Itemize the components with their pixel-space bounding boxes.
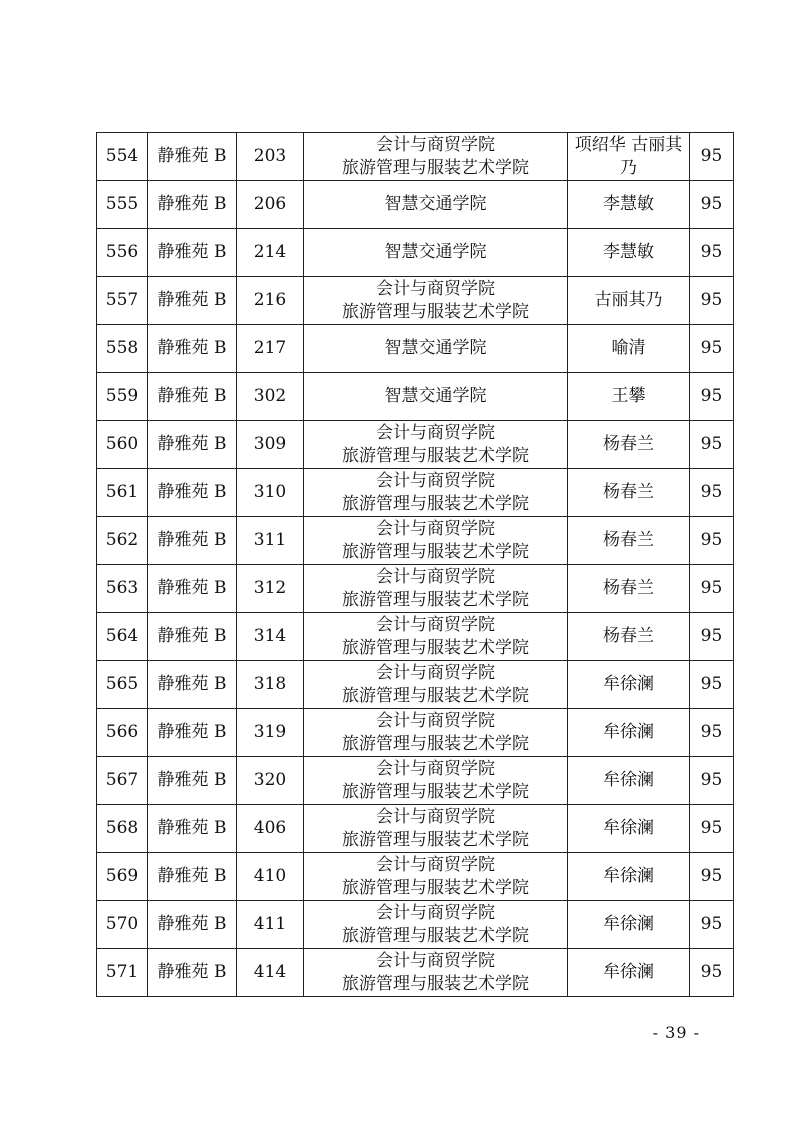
building-cell: 静雅苑 B (148, 949, 237, 997)
college-line: 旅游管理与服装艺术学院 (342, 493, 529, 514)
teacher-cell (568, 517, 690, 565)
table-row (97, 613, 734, 661)
building-cell: 静雅苑 B (148, 229, 237, 277)
teacher-cell (568, 277, 690, 325)
row-number-cell: 570 (97, 901, 148, 949)
college-line: 会计与商贸学院 (376, 758, 495, 779)
teacher-cell (568, 325, 690, 373)
row-number-cell: 555 (97, 181, 148, 229)
teacher-line: 杨春兰 (603, 482, 654, 502)
row-number-cell: 567 (97, 757, 148, 805)
table-row (97, 709, 734, 757)
college-cell (304, 517, 568, 565)
college-cell (304, 565, 568, 613)
college-cell (304, 949, 568, 997)
table-row (97, 901, 734, 949)
building-cell: 静雅苑 B (148, 757, 237, 805)
room-number-cell: 217 (237, 325, 304, 373)
teacher-cell (568, 661, 690, 709)
teacher-cell (568, 133, 690, 181)
dormitory-score-table (96, 132, 734, 997)
score-cell: 95 (690, 709, 734, 757)
building-cell: 静雅苑 B (148, 613, 237, 661)
score-cell: 95 (690, 469, 734, 517)
college-line: 智慧交通学院 (384, 386, 487, 406)
score-cell: 95 (690, 517, 734, 565)
table-row (97, 325, 734, 373)
row-number-cell: 568 (97, 805, 148, 853)
building-cell: 静雅苑 B (148, 181, 237, 229)
building-cell: 静雅苑 B (148, 661, 237, 709)
teacher-cell (568, 709, 690, 757)
room-number-cell: 309 (237, 421, 304, 469)
college-line: 会计与商贸学院 (376, 566, 495, 587)
teacher-line: 牟徐澜 (603, 818, 654, 838)
college-cell (304, 901, 568, 949)
table-row (97, 853, 734, 901)
teacher-line: 乃 (620, 157, 637, 178)
room-number-cell: 410 (237, 853, 304, 901)
teacher-line: 牟徐澜 (603, 962, 654, 982)
teacher-cell (568, 565, 690, 613)
college-line: 智慧交通学院 (384, 242, 487, 262)
teacher-cell (568, 613, 690, 661)
score-cell: 95 (690, 853, 734, 901)
room-number-cell: 318 (237, 661, 304, 709)
score-cell: 95 (690, 661, 734, 709)
teacher-line: 王攀 (611, 386, 646, 406)
teacher-line: 牟徐澜 (603, 722, 654, 742)
score-cell: 95 (690, 325, 734, 373)
building-cell: 静雅苑 B (148, 421, 237, 469)
building-cell: 静雅苑 B (148, 853, 237, 901)
building-cell: 静雅苑 B (148, 277, 237, 325)
college-line: 旅游管理与服装艺术学院 (342, 973, 529, 994)
college-line: 智慧交通学院 (384, 338, 487, 358)
row-number-cell: 554 (97, 133, 148, 181)
score-cell: 95 (690, 757, 734, 805)
college-cell (304, 325, 568, 373)
row-number-cell: 556 (97, 229, 148, 277)
teacher-line: 牟徐澜 (603, 914, 654, 934)
room-number-cell: 406 (237, 805, 304, 853)
score-cell: 95 (690, 565, 734, 613)
teacher-cell (568, 901, 690, 949)
row-number-cell: 563 (97, 565, 148, 613)
building-cell: 静雅苑 B (148, 469, 237, 517)
teacher-cell (568, 229, 690, 277)
table-row (97, 661, 734, 709)
row-number-cell: 561 (97, 469, 148, 517)
row-number-cell: 571 (97, 949, 148, 997)
table-row (97, 421, 734, 469)
score-cell: 95 (690, 613, 734, 661)
building-cell: 静雅苑 B (148, 133, 237, 181)
college-cell (304, 661, 568, 709)
college-cell (304, 373, 568, 421)
table-row (97, 565, 734, 613)
page-number: - 39 - (652, 1023, 700, 1042)
table-row (97, 805, 734, 853)
college-cell (304, 277, 568, 325)
teacher-line: 李慧敏 (603, 242, 654, 262)
college-line: 旅游管理与服装艺术学院 (342, 733, 529, 754)
table-row (97, 949, 734, 997)
college-line: 会计与商贸学院 (376, 614, 495, 635)
college-line: 会计与商贸学院 (376, 470, 495, 491)
college-line: 会计与商贸学院 (376, 134, 495, 155)
row-number-cell: 560 (97, 421, 148, 469)
college-line: 旅游管理与服装艺术学院 (342, 829, 529, 850)
table-row (97, 373, 734, 421)
college-line: 会计与商贸学院 (376, 902, 495, 923)
row-number-cell: 566 (97, 709, 148, 757)
college-line: 会计与商贸学院 (376, 518, 495, 539)
college-line: 旅游管理与服装艺术学院 (342, 781, 529, 802)
teacher-line: 牟徐澜 (603, 674, 654, 694)
room-number-cell: 310 (237, 469, 304, 517)
college-line: 会计与商贸学院 (376, 854, 495, 875)
score-cell: 95 (690, 949, 734, 997)
room-number-cell: 216 (237, 277, 304, 325)
teacher-line: 牟徐澜 (603, 866, 654, 886)
score-cell: 95 (690, 373, 734, 421)
teacher-cell (568, 421, 690, 469)
teacher-cell (568, 949, 690, 997)
college-line: 旅游管理与服装艺术学院 (342, 685, 529, 706)
college-line: 会计与商贸学院 (376, 662, 495, 683)
building-cell: 静雅苑 B (148, 373, 237, 421)
college-cell (304, 709, 568, 757)
table-row (97, 757, 734, 805)
building-cell: 静雅苑 B (148, 805, 237, 853)
college-cell (304, 469, 568, 517)
college-cell (304, 757, 568, 805)
building-cell: 静雅苑 B (148, 517, 237, 565)
score-cell: 95 (690, 277, 734, 325)
teacher-cell (568, 805, 690, 853)
teacher-line: 牟徐澜 (603, 770, 654, 790)
college-line: 旅游管理与服装艺术学院 (342, 157, 529, 178)
teacher-line: 项绍华 古丽其 (574, 134, 683, 155)
table-row (97, 229, 734, 277)
teacher-line: 古丽其乃 (594, 290, 663, 310)
room-number-cell: 320 (237, 757, 304, 805)
college-cell (304, 133, 568, 181)
college-cell (304, 613, 568, 661)
row-number-cell: 569 (97, 853, 148, 901)
table-row (97, 181, 734, 229)
room-number-cell: 203 (237, 133, 304, 181)
college-line: 旅游管理与服装艺术学院 (342, 589, 529, 610)
college-line: 旅游管理与服装艺术学院 (342, 541, 529, 562)
building-cell: 静雅苑 B (148, 325, 237, 373)
row-number-cell: 565 (97, 661, 148, 709)
building-cell: 静雅苑 B (148, 565, 237, 613)
teacher-cell (568, 469, 690, 517)
college-line: 旅游管理与服装艺术学院 (342, 877, 529, 898)
table-row (97, 133, 734, 181)
room-number-cell: 314 (237, 613, 304, 661)
building-cell: 静雅苑 B (148, 709, 237, 757)
score-cell: 95 (690, 805, 734, 853)
row-number-cell: 564 (97, 613, 148, 661)
teacher-line: 杨春兰 (603, 626, 654, 646)
college-cell (304, 229, 568, 277)
college-line: 旅游管理与服装艺术学院 (342, 445, 529, 466)
teacher-cell (568, 757, 690, 805)
college-line: 会计与商贸学院 (376, 278, 495, 299)
college-cell (304, 853, 568, 901)
row-number-cell: 562 (97, 517, 148, 565)
table-row (97, 517, 734, 565)
room-number-cell: 302 (237, 373, 304, 421)
teacher-line: 李慧敏 (603, 194, 654, 214)
row-number-cell: 559 (97, 373, 148, 421)
teacher-line: 喻清 (611, 338, 646, 358)
row-number-cell: 557 (97, 277, 148, 325)
college-cell (304, 421, 568, 469)
table-row (97, 277, 734, 325)
score-cell: 95 (690, 229, 734, 277)
room-number-cell: 411 (237, 901, 304, 949)
teacher-line: 杨春兰 (603, 578, 654, 598)
college-line: 会计与商贸学院 (376, 950, 495, 971)
teacher-cell (568, 181, 690, 229)
room-number-cell: 206 (237, 181, 304, 229)
room-number-cell: 319 (237, 709, 304, 757)
college-cell (304, 181, 568, 229)
college-line: 会计与商贸学院 (376, 806, 495, 827)
college-line: 旅游管理与服装艺术学院 (342, 637, 529, 658)
college-line: 智慧交通学院 (384, 194, 487, 214)
room-number-cell: 312 (237, 565, 304, 613)
college-line: 会计与商贸学院 (376, 422, 495, 443)
college-line: 旅游管理与服装艺术学院 (342, 301, 529, 322)
teacher-cell (568, 373, 690, 421)
score-cell: 95 (690, 181, 734, 229)
room-number-cell: 311 (237, 517, 304, 565)
score-cell: 95 (690, 901, 734, 949)
college-line: 会计与商贸学院 (376, 710, 495, 731)
row-number-cell: 558 (97, 325, 148, 373)
college-cell (304, 805, 568, 853)
table-row (97, 469, 734, 517)
college-line: 旅游管理与服装艺术学院 (342, 925, 529, 946)
score-cell: 95 (690, 421, 734, 469)
teacher-line: 杨春兰 (603, 530, 654, 550)
building-cell: 静雅苑 B (148, 901, 237, 949)
score-cell: 95 (690, 133, 734, 181)
room-number-cell: 414 (237, 949, 304, 997)
teacher-line: 杨春兰 (603, 434, 654, 454)
table-body (97, 133, 734, 997)
teacher-cell (568, 853, 690, 901)
room-number-cell: 214 (237, 229, 304, 277)
